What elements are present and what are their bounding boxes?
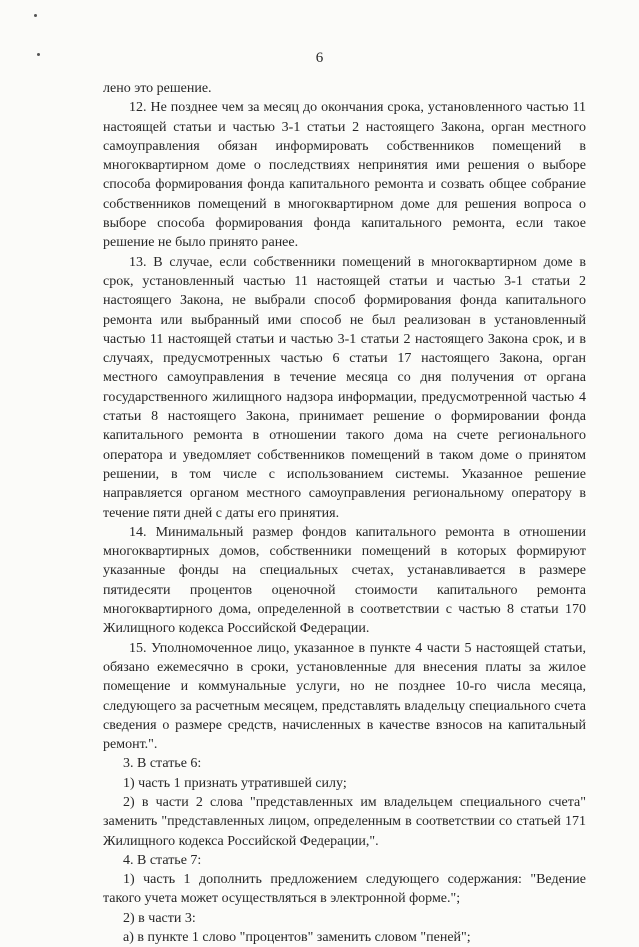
scan-speck <box>37 53 40 56</box>
paragraph-13: 13. В случае, если собственники помещений в многоквартирном доме в срок, установленный частью 11 настоящей статьи и частью 3-1 статьи 2 настоящего Закона, не выбрали способ формирования фонда капитального ремонта или выбранный ими способ не был реализован в установленный частью 11 настоящей статьи и частью 3-1 статьи 2 настоящего Закона срок, и в случаях, предусмотренных частью 6 статьи 17 настоящего Закона, орган местного самоуправления в течение месяца со дня получения от органа государственного жилищного надзора информации, предусмотренной частью 4 статьи 8 настоящего Закона, принимает решение о формировании фонда капитального ремонта в отношении такого дома на счете регионального оператора и уведомляет собственников помещений в таком доме о принятом решении, в том числе с использованием системы. Указанное решение направляется органом местного самоуправления региональному оператору в течение пяти дней с даты его принятия. <box>103 254 586 521</box>
article-6-heading: 3. В статье 6: <box>123 756 202 772</box>
article-7-subitem-a: а) в пункте 1 слово "процентов" заменить словом "пеней"; <box>123 930 471 946</box>
article-7-item-1: 1) часть 1 дополнить предложением следующего содержания: "Ведение такого учета может осуществляться в электронной форме."; <box>103 872 586 907</box>
article-7-item-2: 2) в части 3: <box>123 910 196 926</box>
document-body <box>103 79 586 947</box>
scan-speck <box>34 14 37 17</box>
article-7-heading: 4. В статье 7: <box>123 852 202 868</box>
paragraph-15: 15. Уполномоченное лицо, указанное в пункте 4 части 5 настоящей статьи, обязано ежемесячно в сроки, установленные для внесения платы за жилое помещение и коммунальные услуги, но не позднее 10-го числа месяца, следующего за расчетным месяцем, представлять владельцу специального счета сведения о размере средств, начисленных в качестве взносов на капитальный ремонт.". <box>103 640 586 753</box>
paragraph-continuation: лено это решение. <box>103 81 212 96</box>
page-number: 6 <box>315 50 324 66</box>
paragraph-12: 12. Не позднее чем за месяц до окончания срока, установленного частью 11 настоящей статьи и частью 3-1 статьи 2 настоящего Закона, орган местного самоуправления обязан информировать собственников помещений в многоквартирном доме о последствиях непринятия ими решения о выборе способа формирования фонда капитального ремонта и созвать общее собрание собственников помещений в многоквартирном доме для решения вопроса о выборе способа формирования фонда капитального ремонта, если такое решение не было принято ранее. <box>103 100 586 251</box>
article-6-item-2: 2) в части 2 слова "представленных им владельцем специального счета" заменить "представленных лицом, определенным в соответствии со статьей 171 Жилищного кодекса Российской Федерации,". <box>103 794 586 849</box>
article-6-item-1: 1) часть 1 признать утратившей силу; <box>123 775 347 791</box>
paragraph-14: 14. Минимальный размер фондов капитального ремонта в отношении многоквартирных домов, собственники помещений в которых формируют указанные фонды на специальных счетах, устанавливается в размере пятидесяти процентов оценочной стоимости капитального ремонта многоквартирного дома, определенной в соответствии с частью 8 статьи 170 Жилищного кодекса Российской Федерации. <box>103 524 586 637</box>
